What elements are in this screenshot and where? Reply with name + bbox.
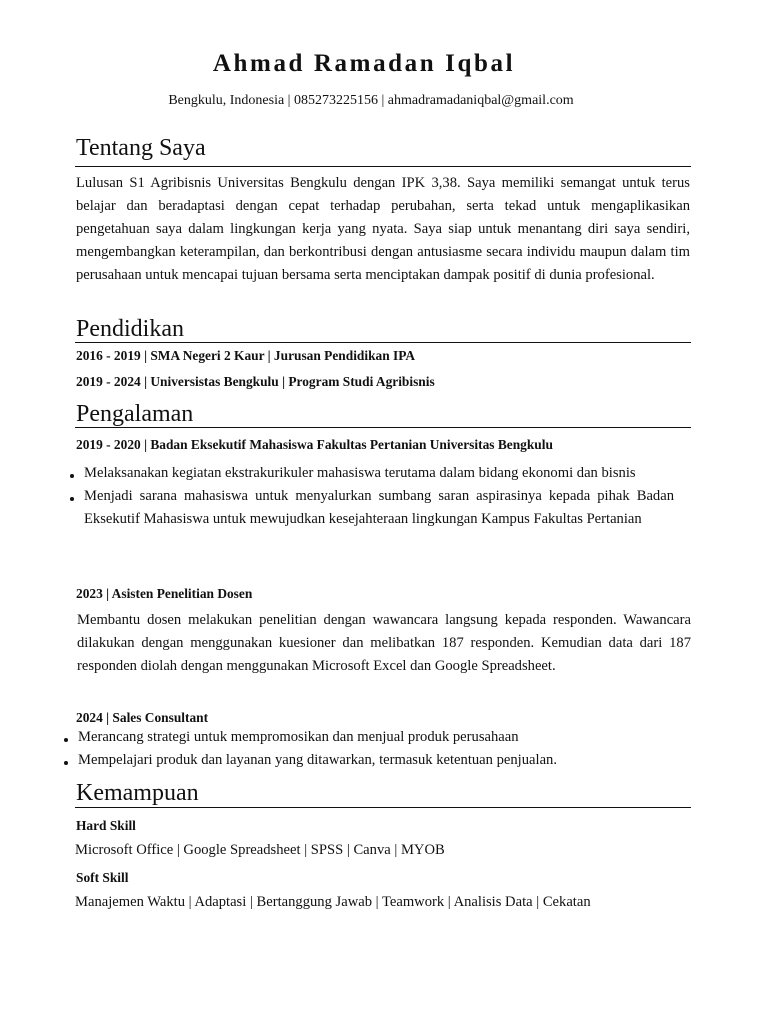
list-item: Menjadi sarana mahasiswa untuk menyalurkan sumbang saran aspirasinya kepada pihak Badan Eksekutif Mahasiswa untuk mewujudkan kesejahteraan lingkungan Kampus Fakultas Pertanian xyxy=(66,485,674,531)
contact-info: Bengkulu, Indonesia | 085273225156 | ahmadramadaniqbal@gmail.com xyxy=(168,93,574,108)
list-item: Melaksanakan kegiatan ekstrakurikuler mahasiswa terutama dalam bidang ekonomi dan bisnis xyxy=(66,462,674,485)
section-title-skills: Kemampuan xyxy=(76,780,199,806)
hard-skills-list: Microsoft Office | Google Spreadsheet | SPSS | Canva | MYOB xyxy=(75,842,445,858)
section-title-education: Pendidikan xyxy=(76,316,184,342)
skill-category-label: Soft Skill xyxy=(76,870,129,885)
section-title-experience: Pengalaman xyxy=(76,401,194,427)
education-item: 2019 - 2024 | Universistas Bengkulu | Program Studi Agribisnis xyxy=(76,374,435,389)
job-heading: 2024 | Sales Consultant xyxy=(76,710,209,725)
section-divider xyxy=(75,342,691,343)
section-divider xyxy=(75,166,691,167)
job-description: Membantu dosen melakukan penelitian dengan wawancara langsung kepada responden. Wawancara dilakukan dengan menggunakan kuesioner dan melibatkan 187 responden. Kemudian data dari 187 responden diolah dengan menggunakan Microsoft Excel dan Google Spreadsheet. xyxy=(77,612,691,674)
section-title-about: Tentang Saya xyxy=(76,135,206,161)
job-bullet-list xyxy=(60,726,668,772)
section-divider xyxy=(75,427,691,428)
candidate-name: Ahmad Ramadan Iqbal xyxy=(212,50,516,77)
soft-skills-list: Manajemen Waktu | Adaptasi | Bertanggung Jawab | Teamwork | Analisis Data | Cekatan xyxy=(75,894,591,910)
list-item: Mempelajari produk dan layanan yang ditawarkan, termasuk ketentuan penjualan. xyxy=(60,749,668,772)
job-bullet-list xyxy=(66,462,674,531)
job-heading: 2023 | Asisten Penelitian Dosen xyxy=(76,586,253,601)
section-divider xyxy=(75,807,691,808)
skill-category-label: Hard Skill xyxy=(76,818,136,833)
education-item: 2016 - 2019 | SMA Negeri 2 Kaur | Jurusan Pendidikan IPA xyxy=(76,348,416,363)
about-text: Lulusan S1 Agribisnis Universitas Bengkulu dengan IPK 3,38. Saya memiliki semangat untuk terus belajar dan beradaptasi dengan cepat terhadap perubahan, serta tekad untuk mengaplikasikan pengetahuan saya dalam lingkungan kerja yang nyata. Saya siap untuk menantang diri saya sendiri, mengembangkan keterampilan, dan berkontribusi dengan antusiasme secara individu maupun dalam tim perusahaan untuk mencapai tujuan bersama serta menciptakan dampak positif di dunia profesional. xyxy=(76,175,690,283)
job-heading: 2019 - 2020 | Badan Eksekutif Mahasiswa Fakultas Pertanian Universitas Bengkulu xyxy=(76,437,553,452)
list-item: Merancang strategi untuk mempromosikan dan menjual produk perusahaan xyxy=(60,726,668,749)
